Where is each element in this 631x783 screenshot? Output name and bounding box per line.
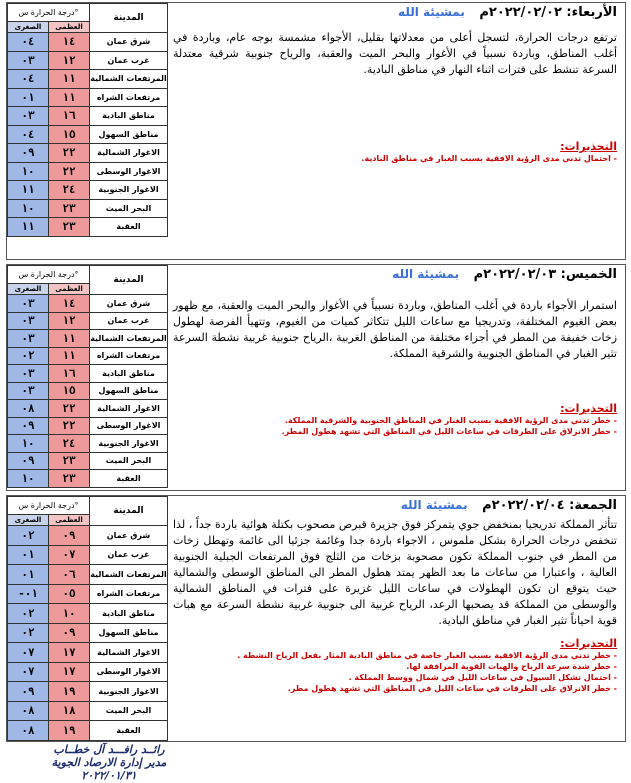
- temperature-table: [7, 265, 168, 488]
- table-row: [8, 701, 168, 721]
- day-date: الخميس: ٢٠٢٢/٠٢/٠٣م: [473, 267, 617, 282]
- city-cell: الاغوار الجنوبية: [90, 435, 168, 453]
- forecast-text: استمرار الأجواء باردة في أغلب المناطق، وباردة نسبياً في الأغوار والبحر الميت والعقبة، مع ظهور بعض الغيوم المختلفة، وتدريجيا مع ساعات الليل تتكاثر كميات من الغيوم، وتتهيأ الفرصة لهطول زخات خفيفة من المطر في أجزاء مختلفة من المناطق الغربية ،الرياح جنوبية غربية نشطة السرعة تثير الغبار في المناطق الجنوبية والشرقية المملكة.: [173, 299, 617, 360]
- table-row: [8, 162, 168, 181]
- max-temp-cell: ١٦: [49, 365, 90, 383]
- day-forecast-1: [6, 2, 626, 260]
- table-row: [8, 295, 168, 313]
- min-header: الصغرى: [8, 284, 49, 295]
- table-row: [8, 435, 168, 453]
- table-row: [8, 565, 168, 585]
- city-cell: الاغوار الوسطى: [90, 417, 168, 435]
- temperature-table: [7, 3, 168, 237]
- min-temp-cell: ٠٧: [8, 662, 49, 682]
- day-blessing: بمشيئة الله: [400, 498, 468, 512]
- min-temp-cell: ٠٧: [8, 643, 49, 663]
- max-temp-cell: ١٧: [49, 643, 90, 663]
- max-temp-cell: ٠٩: [49, 526, 90, 546]
- city-cell: الاغوار الشمالية: [90, 144, 168, 163]
- warning-item: - خطر الانزلاق على الطرقات في ساعات الليل في المناطق التي تشهد هطول مطر.: [287, 684, 617, 693]
- max-temp-cell: ١٩: [49, 721, 90, 741]
- max-temp-cell: ٠٩: [49, 623, 90, 643]
- max-header: العظمى: [49, 22, 90, 33]
- table-row: [8, 107, 168, 126]
- table-row: [8, 51, 168, 70]
- min-temp-cell: ٠٣: [8, 312, 49, 330]
- table-row: [8, 218, 168, 237]
- min-temp-cell: ٠٨: [8, 400, 49, 418]
- min-temp-cell: ١٠: [8, 199, 49, 218]
- warning-item: - خطر تدني مدى الرؤية الافقية بسبب الغبار خاصة في مناطق البادية المثار بفعل الرياح النشطة .: [237, 651, 617, 660]
- temperature-table: [7, 496, 168, 741]
- city-cell: الاغوار الشمالية: [90, 643, 168, 663]
- min-temp-cell: ١٠: [8, 162, 49, 181]
- table-row: [8, 347, 168, 365]
- min-temp-cell: ٠٢: [8, 526, 49, 546]
- city-cell: شرق عمان: [90, 33, 168, 52]
- table-row: [8, 623, 168, 643]
- max-temp-cell: ٠٥: [49, 584, 90, 604]
- city-cell: الاغوار الوسطى: [90, 662, 168, 682]
- min-temp-cell: ٠٢: [8, 604, 49, 624]
- max-temp-cell: ١٥: [49, 125, 90, 144]
- table-row: [8, 643, 168, 663]
- max-temp-cell: ٢٤: [49, 435, 90, 453]
- max-temp-cell: ١٥: [49, 382, 90, 400]
- min-temp-cell: ٠٩: [8, 682, 49, 702]
- city-header: المدينة: [90, 497, 168, 526]
- min-temp-cell: ٠٤: [8, 125, 49, 144]
- day-blessing: بمشيئة الله: [398, 5, 465, 19]
- forecast-text-panel: [167, 3, 625, 259]
- city-cell: غرب عمان: [90, 312, 168, 330]
- table-row: [8, 452, 168, 470]
- temperature-rows: [8, 33, 168, 237]
- min-temp-cell: ٠٣: [8, 382, 49, 400]
- max-temp-cell: ٢٢: [49, 400, 90, 418]
- min-temp-cell: ٠٤: [8, 33, 49, 52]
- max-temp-cell: ٢٢: [49, 162, 90, 181]
- city-cell: العقبة: [90, 721, 168, 741]
- city-cell: البحر الميت: [90, 452, 168, 470]
- max-header: العظمى: [49, 515, 90, 526]
- warnings-title: التحذيرات:: [560, 402, 617, 415]
- city-cell: شرق عمان: [90, 295, 168, 313]
- warnings-list: [173, 415, 617, 437]
- min-temp-cell: -٠١: [8, 584, 49, 604]
- min-temp-cell: ٠١: [8, 545, 49, 565]
- min-temp-cell: ٠١: [8, 565, 49, 585]
- table-row: [8, 662, 168, 682]
- max-temp-cell: ٢٢: [49, 144, 90, 163]
- min-temp-cell: ٠٣: [8, 51, 49, 70]
- city-cell: غرب عمان: [90, 51, 168, 70]
- max-temp-cell: ١١: [49, 70, 90, 89]
- max-temp-cell: ١١: [49, 347, 90, 365]
- city-cell: مناطق البادية: [90, 604, 168, 624]
- max-temp-cell: ٢٣: [49, 470, 90, 488]
- signature-title: مدير إدارة الارصاد الجوية: [51, 756, 167, 769]
- table-row: [8, 88, 168, 107]
- min-temp-cell: ٠٨: [8, 701, 49, 721]
- table-row: [8, 33, 168, 52]
- signature-date: ٢٠٢٢/٠١/٣١: [81, 769, 137, 782]
- forecast-text: ترتفع درجات الحرارة، لتسجل أعلى من معدلاتها بقليل، الأجواء مشمسة بوجه عام، وباردة في أغلب المناطق، وباردة نسبياً في الأغوار والبحر الميت والعقبة، والرياح جنوبية شرقية معتدلة السرعة تنشط على فترات اثناء النهار في مناطق البادية.: [173, 31, 617, 76]
- forecast-text-panel: [167, 496, 625, 741]
- table-row: [8, 584, 168, 604]
- city-cell: غرب عمان: [90, 545, 168, 565]
- max-temp-cell: ٠٦: [49, 565, 90, 585]
- temperature-header: درجة الحرارة س°: [8, 266, 90, 284]
- max-temp-cell: ٢٣: [49, 452, 90, 470]
- signature-block: [24, 743, 194, 782]
- city-cell: مرتفعات الشراه: [90, 347, 168, 365]
- temperature-rows: [8, 526, 168, 741]
- table-row: [8, 125, 168, 144]
- max-temp-cell: ٢٢: [49, 417, 90, 435]
- warning-item: - احتمال تشكل السيول في ساعات الليل في شمال ووسط المملكة .: [348, 673, 617, 682]
- city-cell: شرق عمان: [90, 526, 168, 546]
- max-temp-cell: ١٨: [49, 701, 90, 721]
- warning-item: - خطر شدة سرعة الرياح والهبات القوية المرافقة لها.: [406, 662, 617, 671]
- table-row: [8, 470, 168, 488]
- min-temp-cell: ١١: [8, 218, 49, 237]
- max-temp-cell: ١٦: [49, 107, 90, 126]
- signature-name: رائــد رافـــد آل خطــاب: [53, 743, 165, 756]
- city-cell: مناطق البادية: [90, 107, 168, 126]
- city-cell: المرتفعات الشمالية: [90, 330, 168, 348]
- day-date: الجمعة: ٢٠٢٢/٠٢/٠٤م: [482, 498, 617, 513]
- city-header: المدينة: [90, 4, 168, 33]
- max-header: العظمى: [49, 284, 90, 295]
- table-row: [8, 199, 168, 218]
- city-cell: الاغوار الشمالية: [90, 400, 168, 418]
- warning-item: - احتمال تدني مدى الرؤية الافقية بسبب الغبار في مناطق البادية.: [361, 154, 617, 163]
- max-temp-cell: ١٤: [49, 33, 90, 52]
- table-row: [8, 545, 168, 565]
- day-header: [173, 5, 617, 20]
- max-temp-cell: ٢٣: [49, 218, 90, 237]
- city-cell: الاغوار الجنوبية: [90, 682, 168, 702]
- day-header: [173, 267, 617, 282]
- min-temp-cell: ٠٢: [8, 347, 49, 365]
- city-cell: مناطق السهول: [90, 623, 168, 643]
- city-cell: مناطق البادية: [90, 365, 168, 383]
- table-row: [8, 144, 168, 163]
- city-cell: الاغوار الوسطى: [90, 162, 168, 181]
- max-temp-cell: ١١: [49, 88, 90, 107]
- min-temp-cell: ٠٨: [8, 721, 49, 741]
- min-temp-cell: ١١: [8, 181, 49, 200]
- min-temp-cell: ٠٩: [8, 144, 49, 163]
- min-temp-cell: ٠٣: [8, 365, 49, 383]
- city-cell: المرتفعات الشمالية: [90, 70, 168, 89]
- table-row: [8, 526, 168, 546]
- city-cell: مناطق السهول: [90, 382, 168, 400]
- table-row: [8, 365, 168, 383]
- forecast-text-panel: [167, 265, 625, 490]
- max-temp-cell: ٠٧: [49, 545, 90, 565]
- min-temp-cell: ٠٣: [8, 295, 49, 313]
- max-temp-cell: ١٧: [49, 662, 90, 682]
- max-temp-cell: ١٩: [49, 682, 90, 702]
- day-forecast-3: [6, 495, 626, 742]
- max-temp-cell: ٢٤: [49, 181, 90, 200]
- day-header: [173, 498, 617, 513]
- table-row: [8, 330, 168, 348]
- max-temp-cell: ١٤: [49, 295, 90, 313]
- warning-item: - خطر تدني مدى الرؤية الافقية بسبب الغبار في المناطق الجنوبية والشرقية المملكة.: [284, 416, 617, 425]
- city-cell: البحر الميت: [90, 199, 168, 218]
- min-temp-cell: ٠١: [8, 88, 49, 107]
- city-header: المدينة: [90, 266, 168, 295]
- warning-item: - خطر الانزلاق على الطرقات في ساعات الليل في المناطق التي تشهد هطول المطر.: [281, 427, 617, 436]
- min-header: الصغرى: [8, 515, 49, 526]
- min-temp-cell: ٠٢: [8, 623, 49, 643]
- max-temp-cell: ١٢: [49, 51, 90, 70]
- table-row: [8, 400, 168, 418]
- table-row: [8, 70, 168, 89]
- temperature-header: درجة الحرارة س°: [8, 497, 90, 515]
- min-temp-cell: ٠٩: [8, 417, 49, 435]
- city-cell: العقبة: [90, 218, 168, 237]
- min-temp-cell: ١٠: [8, 435, 49, 453]
- max-temp-cell: ١١: [49, 330, 90, 348]
- max-temp-cell: ١٢: [49, 312, 90, 330]
- min-temp-cell: ١٠: [8, 470, 49, 488]
- table-row: [8, 417, 168, 435]
- forecast-text: تتأثر المملكة تدريجيا بمنخفض جوي يتمركز فوق جزيرة قبرص مصحوب بكتلة هوائية باردة جداً ، لذا تنخفض درجات الحرارة بشكل ملموس ، الاجواء باردة جدا وغائمة جزئيا الى غائمة وتهطل زخات من المطر في جنوب المملكة تكون مصحوبة بزخات من الثلج فوق المرتفعات الجبلية الجنوبية العالية ، واعتبارا من ساعات ما بعد الظهر يمتد هطول المطر الى المناطق الوسطى والشمالية حيث يتوقع ان تكون الهطولات في ساعات الليل غزيرة على فترات في المناطق الشمالية والوسطى من المملكة قد يصحبها الرعد، الرياح غربية الى جنوبية غربية نشطة السرعة مع هبات قوية احياناً تثير الغبار في مناطق البادية.: [173, 518, 617, 627]
- temperature-rows: [8, 295, 168, 488]
- table-row: [8, 682, 168, 702]
- day-date: الأربعاء: ٢٠٢٢/٠٢/٠٢م: [479, 5, 617, 20]
- warnings-list: [173, 153, 617, 164]
- table-row: [8, 382, 168, 400]
- max-temp-cell: ٢٣: [49, 199, 90, 218]
- table-row: [8, 721, 168, 741]
- table-row: [8, 604, 168, 624]
- min-header: الصغرى: [8, 22, 49, 33]
- city-cell: الاغوار الجنوبية: [90, 181, 168, 200]
- table-row: [8, 181, 168, 200]
- table-row: [8, 312, 168, 330]
- city-cell: مرتفعات الشراه: [90, 88, 168, 107]
- temperature-header: درجة الحرارة س°: [8, 4, 90, 22]
- day-forecast-2: [6, 264, 626, 491]
- city-cell: مرتفعات الشراه: [90, 584, 168, 604]
- min-temp-cell: ٠٤: [8, 70, 49, 89]
- city-cell: البحر الميت: [90, 701, 168, 721]
- min-temp-cell: ٠٣: [8, 330, 49, 348]
- warnings-list: [173, 650, 617, 694]
- warnings-title: التحذيرات:: [560, 637, 617, 650]
- day-blessing: بمشيئة الله: [392, 267, 460, 281]
- warnings-title: التحذيرات:: [560, 140, 617, 153]
- min-temp-cell: ٠٩: [8, 452, 49, 470]
- min-temp-cell: ٠٣: [8, 107, 49, 126]
- city-cell: العقبة: [90, 470, 168, 488]
- max-temp-cell: ١٠: [49, 604, 90, 624]
- city-cell: المرتفعات الشمالية: [90, 565, 168, 585]
- city-cell: مناطق السهول: [90, 125, 168, 144]
